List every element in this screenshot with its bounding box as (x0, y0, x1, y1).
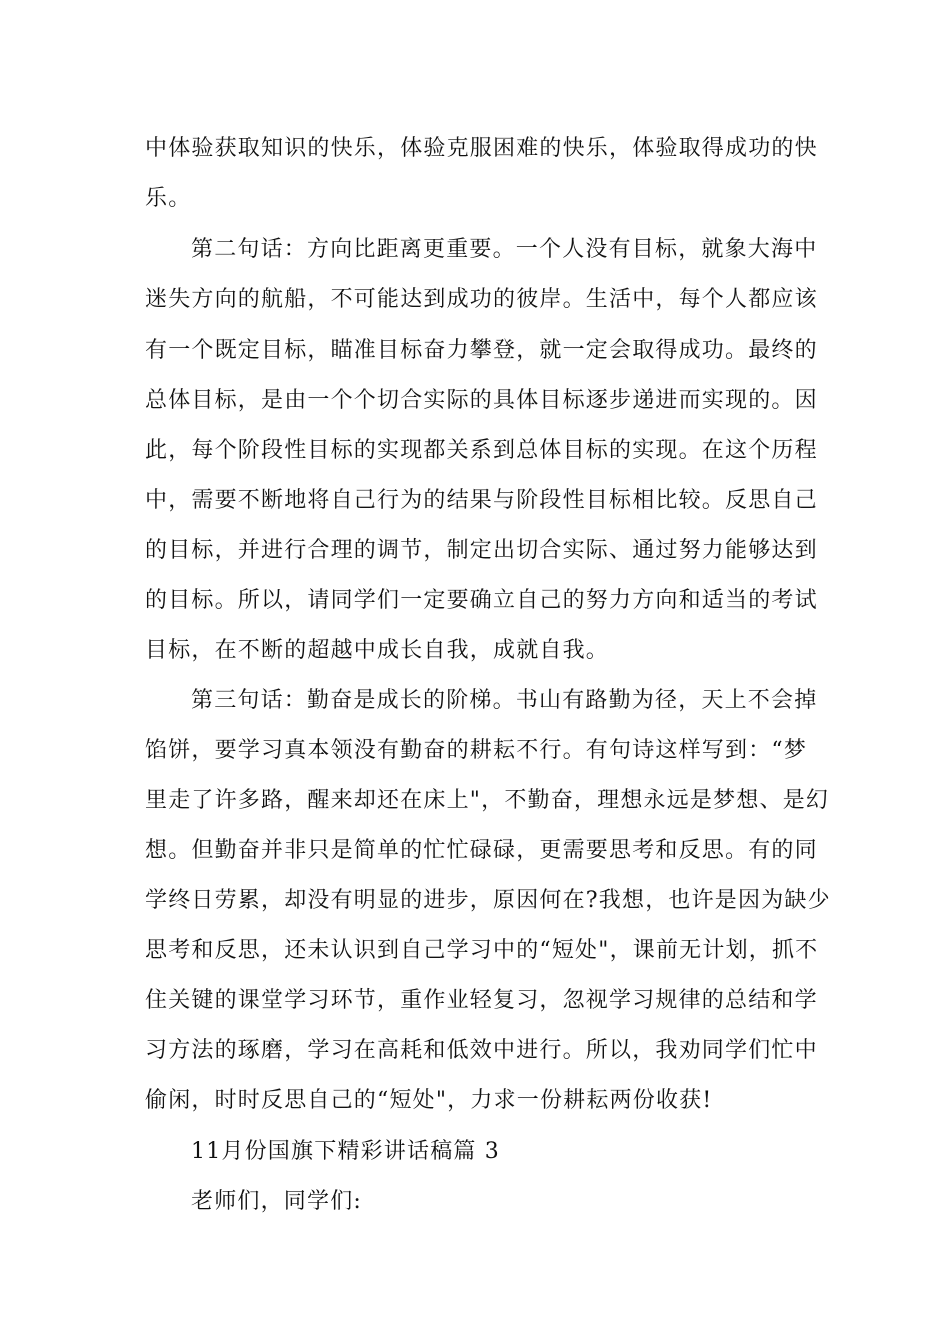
text-line: 住关键的课堂学习环节，重作业轻复习，忽视学习规律的总结和学 (145, 988, 818, 1013)
text-line: 乐。 (145, 186, 192, 211)
text-line: 中体验获取知识的快乐，体验克服困难的快乐，体验取得成功的快 (145, 136, 818, 161)
text-line: 有一个既定目标，瞄准目标奋力攀登，就一定会取得成功。最终的 (145, 338, 818, 363)
text-line: 目标，在不断的超越中成长自我，成就自我。 (145, 638, 610, 663)
text-line: 习方法的琢磨，学习在高耗和低效中进行。所以，我劝同学们忙中 (145, 1038, 818, 1063)
text-line: 思考和反思，还未认识到自己学习中的“短处"，课前无计划，抓不 (145, 938, 819, 963)
text-line: 迷失方向的航船，不可能达到成功的彼岸。生活中，每个人都应该 (145, 287, 818, 312)
section-heading: 11月份国旗下精彩讲话稿篇 3 (191, 1139, 500, 1164)
text-line: 总体目标，是由一个个切合实际的具体目标逐步递进而实现的。因 (145, 388, 818, 413)
text-line: 中，需要不断地将自己行为的结果与阶段性目标相比较。反思自己 (145, 488, 818, 513)
text-line: 想。但勤奋并非只是简单的忙忙碌碌，更需要思考和反思。有的同 (145, 838, 818, 863)
salutation: 老师们，同学们: (191, 1189, 363, 1214)
text-line: 此，每个阶段性目标的实现都关系到总体目标的实现。在这个历程 (145, 438, 818, 463)
text-line: 偷闲，时时反思自己的“短处"，力求一份耕耘两份收获! (145, 1088, 713, 1113)
text-line: 的目标。所以，请同学们一定要确立自己的努力方向和适当的考试 (145, 588, 818, 613)
text-line: 馅饼，要学习真本领没有勤奋的耕耘不行。有句诗这样写到：“梦 (145, 738, 808, 763)
text-line: 里走了许多路，醒来却还在床上"，不勤奋，理想永远是梦想、是幻 (145, 788, 830, 813)
text-line: 学终日劳累，却没有明显的进步，原因何在?我想，也许是因为缺少 (145, 888, 831, 913)
paragraph-start-line: 第三句话：勤奋是成长的阶梯。书山有路勤为径，天上不会掉 (191, 688, 818, 713)
text-line: 的目标，并进行合理的调节，制定出切合实际、通过努力能够达到 (145, 538, 818, 563)
paragraph-start-line: 第二句话：方向比距离更重要。一个人没有目标，就象大海中 (191, 237, 818, 262)
